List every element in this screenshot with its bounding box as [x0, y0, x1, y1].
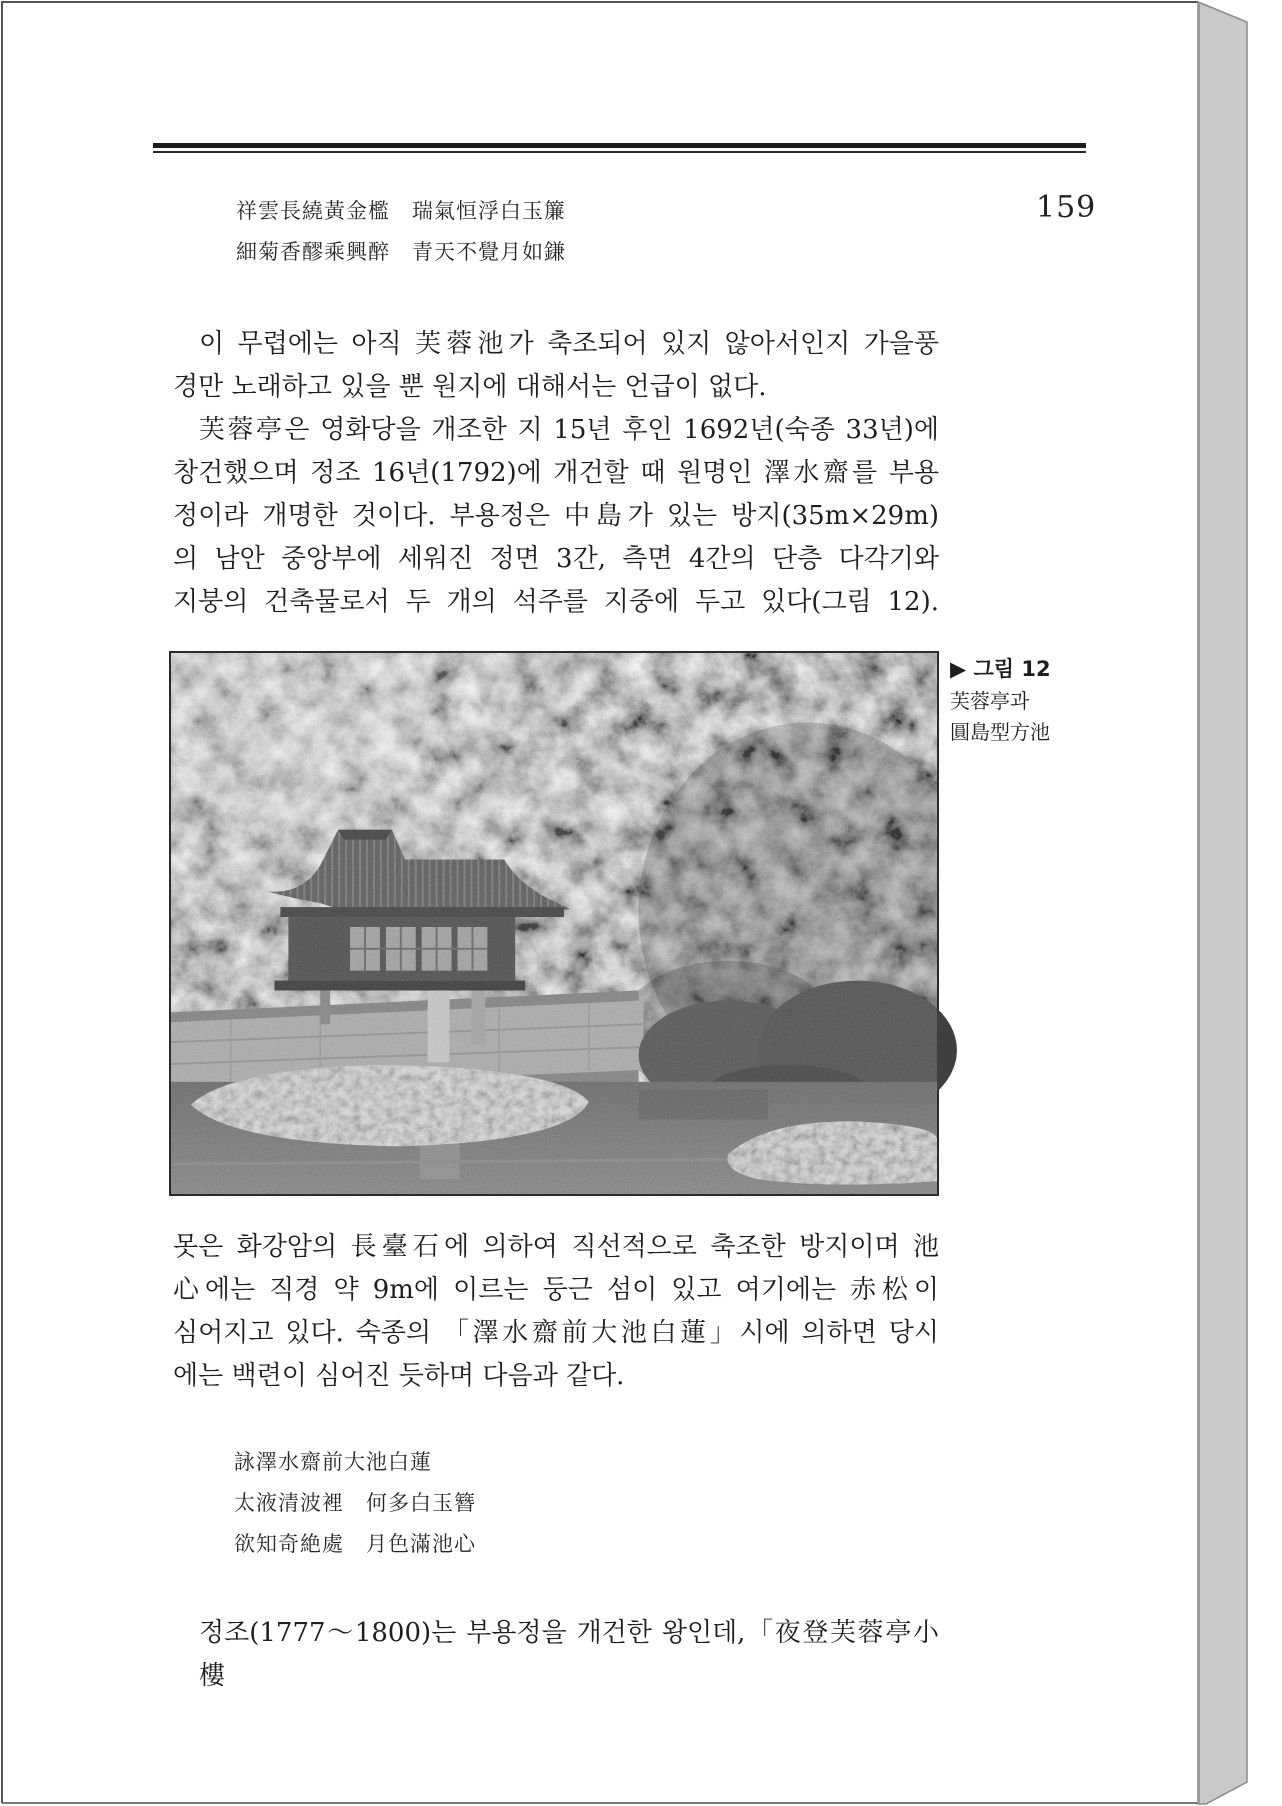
text-line: 이 무렵에는 아직 芙蓉池가 축조되어 있지 않아서인지 가을풍 — [199, 329, 939, 359]
figure-label — [950, 652, 1090, 686]
book-edge — [1198, 2, 1247, 1804]
figure-photo-pavilion-pond — [169, 651, 939, 1196]
closing-verse — [234, 1442, 476, 1565]
text-line: 心에는 직경 약 9m에 이르는 둥근 섬이 있고 여기에는 赤松이 — [173, 1275, 939, 1305]
paragraph-1 — [173, 323, 939, 624]
text-line: 경만 노래하고 있을 뿐 원지에 대해서는 언급이 없다. — [173, 372, 767, 402]
verse-line: 欲知奇絶處 月色滿池心 — [234, 1532, 476, 1556]
header-rule-thick — [153, 143, 1086, 148]
page-number: 159 — [1036, 190, 1097, 225]
header-rule-thin — [153, 151, 1086, 153]
text-line: 정이라 개명한 것이다. 부용정은 中島가 있는 방지(35m×29m) — [173, 501, 939, 531]
photo-grain — [171, 653, 937, 1194]
photo-image — [171, 653, 937, 1194]
text-line: 심어지고 있다. 숙종의 「澤水齋前大池白蓮」시에 의하면 당시 — [173, 1318, 939, 1348]
text-line: 지붕의 건축물로서 두 개의 석주를 지중에 두고 있다(그림 12). — [173, 587, 939, 617]
figure-number: 그림 12 — [973, 657, 1051, 681]
verse-line: 祥雲長繞黃金檻 瑞氣恒浮白玉簾 — [236, 199, 566, 223]
text-line: 창건했으며 정조 16년(1792)에 개건할 때 원명인 澤水齋를 부용 — [173, 458, 939, 488]
triangle-marker-icon: ▶ — [950, 657, 967, 681]
caption-line: 圓島型方池 — [950, 720, 1050, 744]
text-line: 정조(1777～1800)는 부용정을 개건한 왕인데,「夜登芙蓉亭小樓 — [199, 1618, 939, 1691]
text-line: 芙蓉亭은 영화당을 개조한 지 15년 후인 1692년(숙종 33년)에 — [199, 415, 939, 445]
text-line: 에는 백련이 심어진 듯하며 다음과 같다. — [173, 1361, 625, 1391]
verse-title: 詠澤水齋前大池白蓮 — [234, 1450, 432, 1474]
paragraph-2 — [173, 1226, 939, 1398]
paragraph-3 — [173, 1612, 939, 1691]
text-line: 의 남안 중앙부에 세워진 정면 3간, 측면 4간의 단층 다각기와 — [173, 544, 939, 574]
verse-line: 太液清波裡 何多白玉簪 — [234, 1491, 476, 1515]
figure-caption — [950, 652, 1090, 748]
verse-line: 細菊香醪乘興醉 青天不覺月如鎌 — [236, 240, 566, 264]
caption-line: 芙蓉亭과 — [950, 689, 1030, 713]
opening-verse — [236, 191, 566, 273]
text-line: 못은 화강암의 長臺石에 의하여 직선적으로 축조한 방지이며 池 — [173, 1232, 939, 1262]
